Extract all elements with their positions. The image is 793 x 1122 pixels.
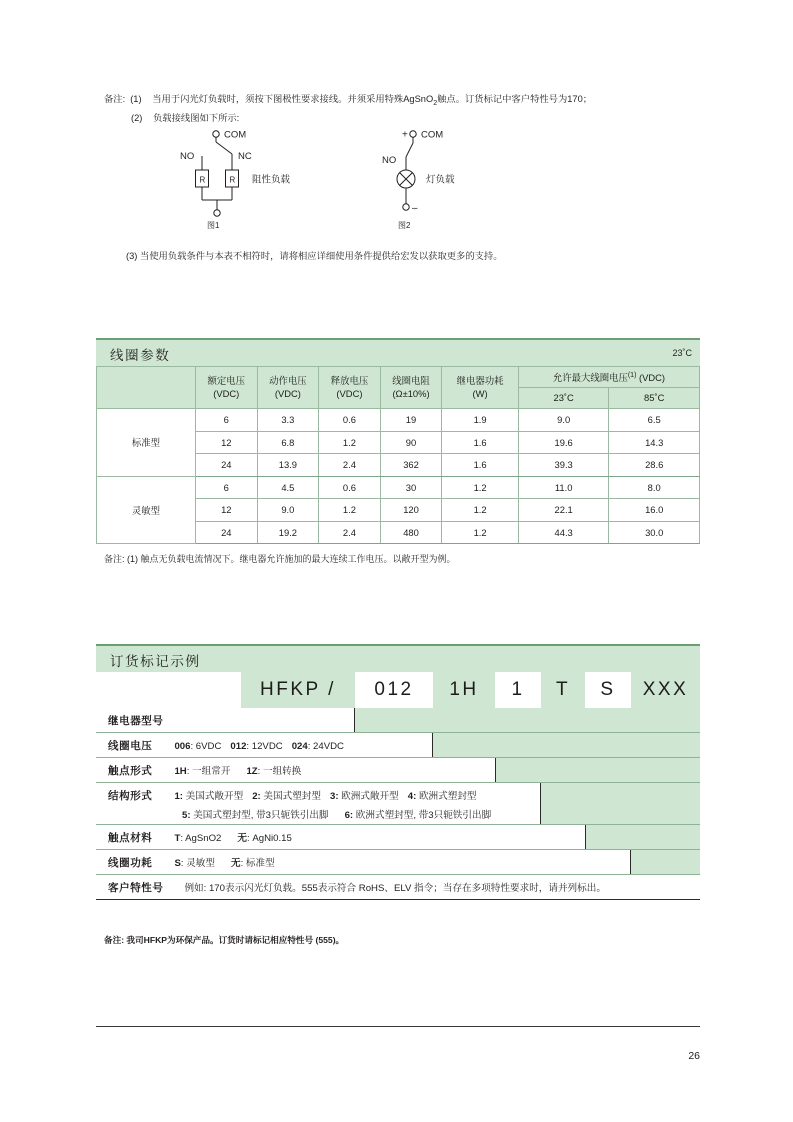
coil-table-note: 备注: (1) 触点无负载电流情况下。继电器允许施加的最大连续工作电压。以敞开型为例。 [104, 554, 456, 564]
legend-code-s: S [174, 858, 181, 869]
pn-cell-coil-power: S [586, 672, 630, 708]
legend-row-coil-voltage [96, 733, 700, 758]
coil-header-dropout-voltage [319, 367, 381, 409]
cell-dropout: 1.2 [319, 499, 381, 522]
legend-label-coil-power: 线圈功耗 [108, 857, 153, 869]
legend-body-construction [174, 791, 476, 802]
coil-header-coil-resistance [380, 367, 442, 409]
page-number: 26 [688, 1050, 700, 1062]
table-row [97, 409, 700, 432]
load-wiring-diagrams [170, 126, 500, 238]
legend-desc-c4: 欧洲式塑封型 [416, 791, 477, 802]
legend-inner-coil-voltage [96, 733, 433, 757]
legend-row-customer-code [96, 875, 700, 900]
legend-label-contact-material: 触点材料 [108, 832, 153, 844]
note-1-text-after: 触点。订货标记中客户特性号为170； [437, 94, 593, 104]
fig1-caption: 图1 [207, 221, 220, 230]
cell-max85: 28.6 [609, 454, 700, 477]
legend-code-c5: 5: [182, 810, 191, 821]
fig1-circuit [196, 131, 239, 216]
legend-code-c4: 4: [407, 791, 417, 802]
legend-row-model [96, 708, 700, 733]
cell-rated: 6 [196, 409, 258, 432]
legend-code-012: 012 [230, 741, 247, 752]
cell-max85: 14.3 [609, 431, 700, 454]
note-2-number: (2) [131, 112, 143, 123]
coil-header-row-1 [97, 367, 700, 388]
legend-label-customer-code: 客户特性号 [108, 882, 164, 894]
cell-max85: 30.0 [609, 521, 700, 544]
note-item-2 [131, 111, 704, 126]
legend-label-contact-form: 触点形式 [108, 765, 153, 777]
cell-max23: 11.0 [518, 476, 609, 499]
note-1-subscript: 2 [433, 99, 438, 107]
cell-resistance: 480 [380, 521, 442, 544]
legend-code-none-material: 无 [237, 833, 247, 844]
note-item-3: (3) 当使用负载条件与本表不相符时，请将相应详细使用条件提供给宏发以获取更多的支持。 [126, 251, 503, 261]
cell-dropout: 0.6 [319, 409, 381, 432]
legend-label-model: 继电器型号 [108, 715, 164, 727]
legend-inner-construction [96, 783, 541, 824]
note-1-text-before: 当用于闪光灯负载时，须按下图极性要求接线。并须采用特殊AgSnO [152, 94, 434, 104]
fig1-nc-label: NC [238, 151, 252, 162]
coil-header-coil-resistance-unit: (Ω±10%) [392, 387, 430, 399]
cell-rated: 24 [196, 454, 258, 477]
coil-table-head [97, 367, 700, 409]
legend-desc-c1: 美国式敞开型 [182, 791, 244, 802]
table-row [97, 476, 700, 499]
cell-power: 1.6 [442, 431, 519, 454]
coil-header-coil-resistance-text: 线圈电阻 [392, 375, 430, 386]
pn-cell-contact-material: T [541, 672, 585, 708]
coil-group-label-standard: 标准型 [97, 409, 196, 477]
fig1-resistor-label-1: R [199, 175, 206, 185]
order-section-title: 订货标记示例 [110, 654, 201, 669]
legend-desc-none-material: : AgNi0.15 [247, 833, 292, 844]
coil-parameters-table [96, 366, 700, 544]
cell-power: 1.9 [442, 409, 519, 432]
fig1-load-label: 阻性负载 [252, 174, 291, 186]
legend-desc-c5: 美国式塑封型, 带3只轭铁引出脚 [190, 810, 329, 821]
legend-desc-c3: 欧洲式敞开型 [338, 791, 399, 802]
cell-pickup: 6.8 [257, 431, 319, 454]
coil-header-max-voltage-unit: (VDC) [639, 371, 666, 383]
legend-code-1z: 1Z [246, 766, 258, 777]
coil-header-max-23c: 23˚C [518, 388, 609, 409]
legend-body-contact-form [174, 766, 301, 777]
coil-header-pickup-voltage-unit: (VDC) [274, 387, 301, 399]
notes-label: 备注: [104, 94, 126, 104]
pn-cell-customer-code: XXX [631, 672, 700, 708]
pn-cell-contact-form: 1H [433, 672, 495, 708]
legend-label-construction: 结构形式 [108, 790, 153, 802]
pn-cell-coil-voltage: 012 [356, 672, 432, 708]
coil-header-pickup-voltage [257, 367, 319, 409]
cell-resistance: 19 [380, 409, 442, 432]
cell-max85: 6.5 [609, 409, 700, 432]
legend-body-coil-power [174, 858, 274, 869]
coil-header-dropout-voltage-unit: (VDC) [336, 387, 363, 399]
legend-row-construction [96, 783, 700, 825]
cell-power: 1.6 [442, 454, 519, 477]
cell-power: 1.2 [442, 476, 519, 499]
fig2-plus-sign: + [402, 129, 408, 141]
fig2-com-label: COM [421, 129, 444, 141]
legend-desc-012: : 12VDC [246, 741, 283, 752]
coil-header-max-voltage-text: 允许最大线圈电压 [552, 371, 628, 383]
legend-code-024: 024 [291, 741, 308, 752]
cell-resistance: 120 [380, 499, 442, 522]
legend-body-construction-line2 [108, 807, 540, 821]
legend-desc-c6: 欧洲式塑封型, 带3只轭铁引出脚 [353, 810, 492, 821]
legend-inner-coil-power [96, 850, 631, 874]
pn-cell-model: HFKP / [241, 672, 355, 708]
cell-dropout: 1.2 [319, 431, 381, 454]
legend-code-t: T [174, 833, 181, 844]
legend-inner-model [96, 708, 355, 732]
legend-desc-none-power: : 标准型 [240, 858, 275, 869]
cell-pickup: 3.3 [257, 409, 319, 432]
cell-pickup: 13.9 [257, 454, 319, 477]
legend-code-c6: 6: [344, 810, 354, 821]
cell-resistance: 362 [380, 454, 442, 477]
cell-max85: 16.0 [609, 499, 700, 522]
fig1-resistor-label-2: R [229, 175, 236, 185]
legend-desc-006: : 6VDC [190, 741, 222, 752]
legend-body-contact-material [174, 833, 291, 844]
coil-header-rated-voltage [196, 367, 258, 409]
coil-table-body [97, 409, 700, 544]
legend-row-contact-material [96, 825, 700, 850]
legend-inner-contact-material [96, 825, 586, 849]
cell-max23: 19.6 [518, 431, 609, 454]
legend-desc-1z: : 一组转换 [257, 766, 302, 777]
coil-group-label-sensitive: 灵敏型 [97, 476, 196, 544]
legend-desc-t: : AgSnO2 [180, 833, 222, 844]
cell-max85: 8.0 [609, 476, 700, 499]
cell-rated: 12 [196, 499, 258, 522]
cell-power: 1.2 [442, 521, 519, 544]
cell-power: 1.2 [442, 499, 519, 522]
order-section-header [96, 644, 700, 672]
coil-header-max-voltage [518, 367, 699, 388]
pn-cell-construction: 1 [496, 672, 540, 708]
fig2-minus-sign: – [412, 203, 418, 214]
coil-header-corner [97, 367, 196, 409]
coil-section-header [96, 338, 700, 366]
note-1-text [152, 92, 704, 111]
fig1-no-label: NO [180, 151, 195, 162]
coil-header-rated-voltage-text: 额定电压 [207, 375, 246, 386]
coil-header-dropout-voltage-text: 释放电压 [330, 375, 369, 386]
legend-code-c1: 1: [174, 791, 183, 802]
legend-inner-customer-code [96, 875, 700, 900]
cell-dropout: 0.6 [319, 476, 381, 499]
cell-dropout: 2.4 [319, 454, 381, 477]
wiring-diagram-svg [170, 126, 500, 238]
legend-code-1h: 1H [174, 766, 187, 777]
legend-code-006: 006 [174, 741, 191, 752]
legend-code-c2: 2: [252, 791, 261, 802]
legend-inner-contact-form [96, 758, 496, 782]
cell-resistance: 90 [380, 431, 442, 454]
legend-row-coil-power [96, 850, 700, 875]
legend-desc-c2: 美国式塑封型 [260, 791, 321, 802]
cell-rated: 24 [196, 521, 258, 544]
legend-code-c3: 3: [329, 791, 339, 802]
fig2-caption: 图2 [398, 221, 411, 230]
fig2-load-label: 灯负载 [426, 174, 455, 186]
note-item-1 [104, 92, 704, 111]
cell-dropout: 2.4 [319, 521, 381, 544]
fig2-circuit [397, 131, 416, 210]
legend-body-coil-voltage [174, 741, 344, 752]
top-notes [104, 92, 704, 126]
note-2-text: 负载接线图如下所示: [153, 112, 240, 123]
coil-header-max-voltage-footnote: (1) [627, 371, 637, 379]
part-number-row [96, 672, 700, 708]
legend-label-coil-voltage: 线圈电压 [108, 740, 153, 752]
cell-max23: 44.3 [518, 521, 609, 544]
cell-rated: 12 [196, 431, 258, 454]
footer-divider [96, 1026, 700, 1027]
ordering-code-diagram [96, 672, 700, 900]
legend-code-none-power: 无 [230, 858, 241, 869]
cell-pickup: 19.2 [257, 521, 319, 544]
legend-desc-024: : 24VDC [307, 741, 344, 752]
coil-header-pickup-voltage-text: 动作电压 [269, 375, 307, 386]
legend-desc-s: : 灵敏型 [180, 858, 215, 869]
legend-body-customer-code: 例如: 170表示闪光灯负载。555表示符合 RoHS、ELV 指令；当存在多项特性要求时，请并列标出。 [184, 883, 606, 894]
legend-desc-1h: : 一组常开 [186, 766, 231, 777]
coil-section-title: 线圈参数 [110, 348, 171, 363]
cell-max23: 22.1 [518, 499, 609, 522]
cell-max23: 39.3 [518, 454, 609, 477]
coil-header-max-85c: 85˚C [609, 388, 700, 409]
note-1-number: (1) [130, 94, 142, 104]
coil-header-coil-power-text: 继电器功耗 [456, 375, 504, 386]
fig1-com-label: COM [224, 129, 247, 141]
cell-rated: 6 [196, 476, 258, 499]
cell-pickup: 4.5 [257, 476, 319, 499]
coil-header-rated-voltage-unit: (VDC) [213, 387, 240, 399]
cell-pickup: 9.0 [257, 499, 319, 522]
coil-section-temperature: 23˚C [672, 348, 692, 358]
cell-max23: 9.0 [518, 409, 609, 432]
coil-header-coil-power [442, 367, 519, 409]
legend-row-contact-form [96, 758, 700, 783]
fig2-no-label: NO [382, 155, 397, 166]
ordering-code-note: 备注: 我司HFKP为环保产品。订货时请标记相应特性号 (555)。 [104, 935, 345, 945]
cell-resistance: 30 [380, 476, 442, 499]
coil-header-coil-power-unit: (W) [472, 387, 488, 399]
